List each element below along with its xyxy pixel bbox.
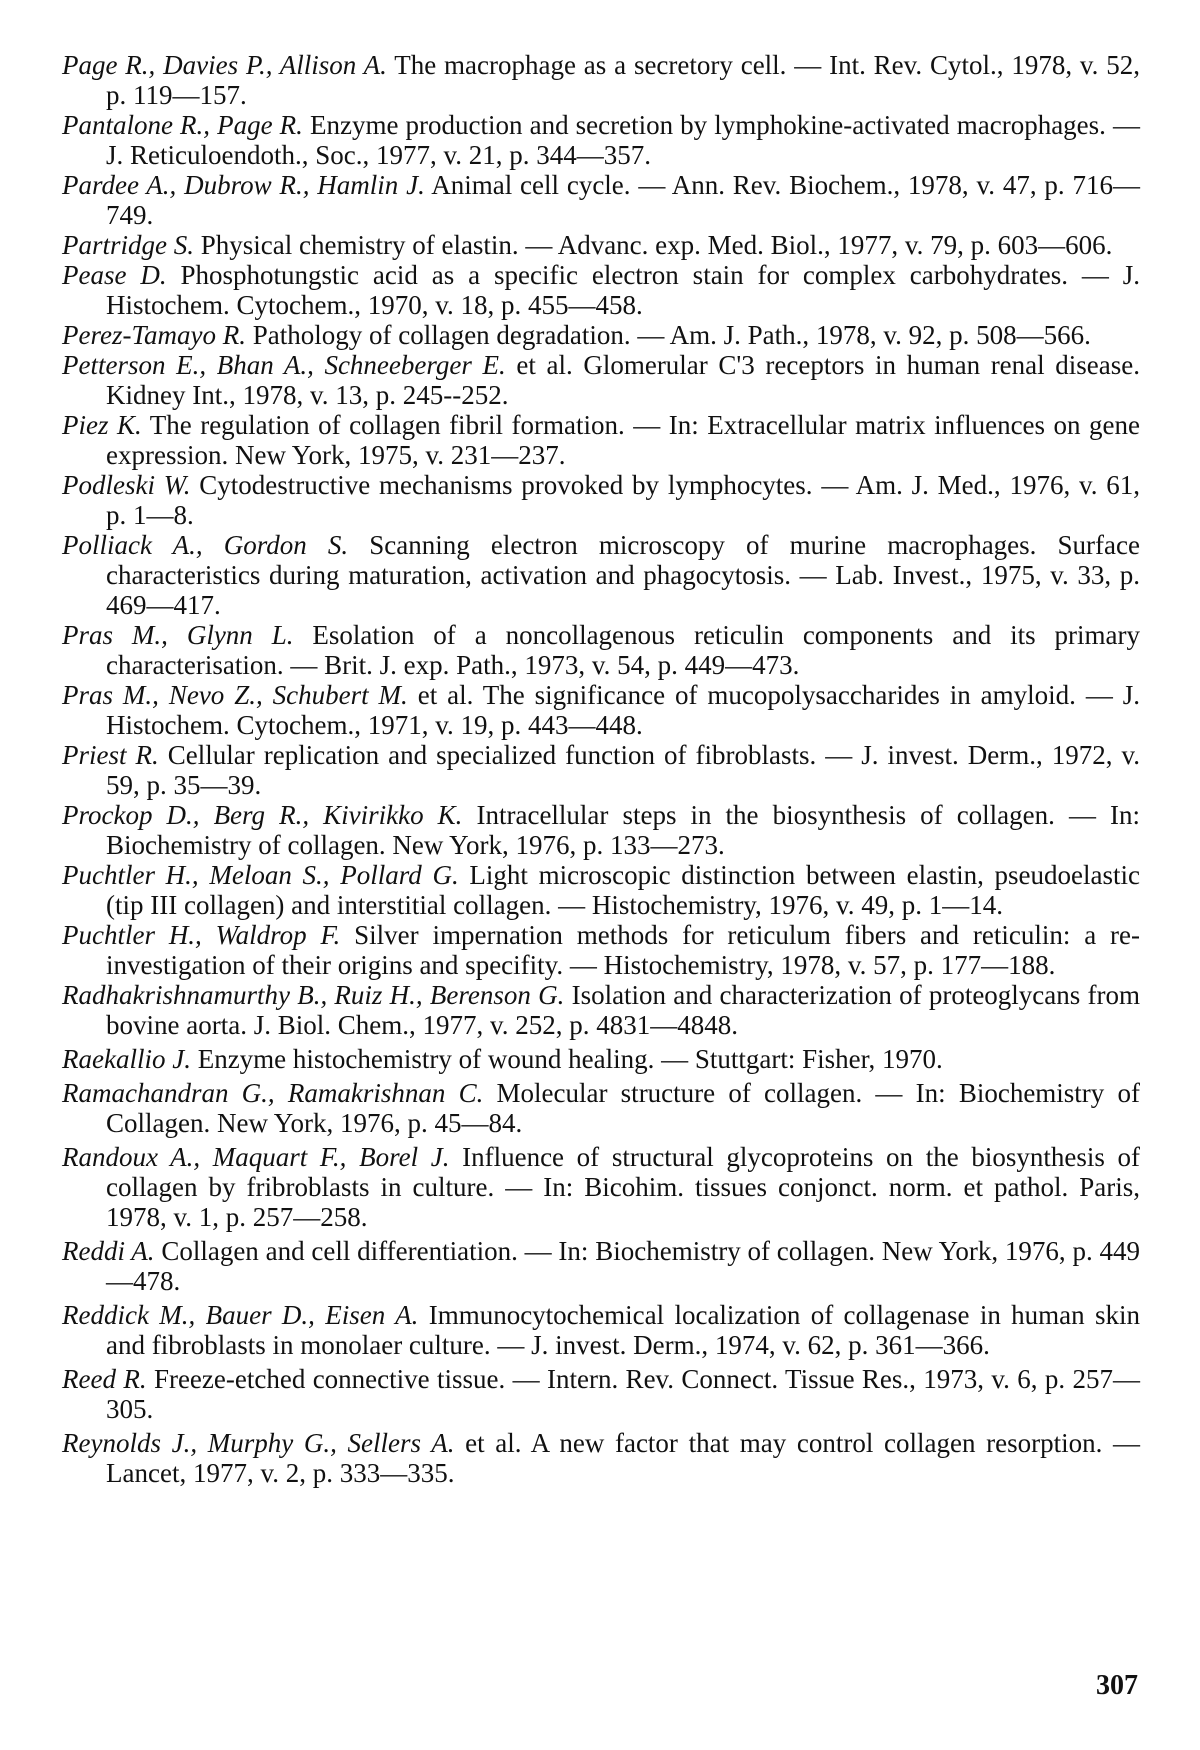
- reference-authors: Randoux A., Maquart F., Borel J.: [62, 1142, 450, 1172]
- reference-details: Physical chemistry of elastin. — Advanc. exp. Med. Biol., 1977, v. 79, p. 603—606.: [194, 230, 1113, 260]
- reference-entry: [62, 470, 1140, 530]
- reference-details: Scanning electron microscopy of murine macrophages. Surface characteristics during maturation, activation and phagocytosis. — Lab. Invest., 1975, v. 33, p. 469—417.: [106, 530, 1140, 620]
- reference-authors: Pease D.: [62, 260, 167, 290]
- page-number: 307: [1096, 1670, 1138, 1701]
- reference-authors: Radhakrishnamurthy B., Ruiz H., Berenson G.: [62, 980, 565, 1010]
- reference-entry: [62, 410, 1140, 470]
- reference-entry: [62, 800, 1140, 860]
- reference-details: Enzyme production and secretion by lymphokine-activated macrophages. — J. Reticuloendoth., Soc., 1977, v. 21, p. 344—357.: [106, 110, 1140, 170]
- reference-authors: Puchtler H., Meloan S., Pollard G.: [62, 860, 459, 890]
- reference-authors: Prockop D., Berg R., Kivirikko K.: [62, 800, 463, 830]
- reference-entry: [62, 1300, 1140, 1360]
- reference-entry: [62, 920, 1140, 980]
- reference-authors: Polliack A., Gordon S.: [62, 530, 349, 560]
- reference-details: Influence of structural glycoproteins on the biosynthesis of collagen by fribroblasts in culture. — In: Bicohim. tissues conjonct. norm. et pathol. Paris, 1978, v. 1, p. 257—258.: [106, 1142, 1140, 1232]
- reference-authors: Reddi A.: [62, 1236, 155, 1266]
- reference-authors: Pantalone R., Page R.: [62, 110, 303, 140]
- reference-entry: [62, 230, 1140, 260]
- reference-entry: [62, 1428, 1140, 1488]
- reference-details: et al. Glomerular C'3 receptors in human renal disease. Kidney Int., 1978, v. 13, p. 245--252.: [106, 350, 1140, 410]
- reference-details: Light microscopic distinction between elastin, pseudoelastic (tip III collagen) and interstitial collagen. — Histochemistry, 1976, v. 49, p. 1—14.: [106, 860, 1140, 920]
- reference-entry: [62, 530, 1140, 620]
- bibliography-page: [62, 50, 1140, 1488]
- reference-entry: [62, 1044, 1140, 1074]
- reference-authors: Reed R.: [62, 1364, 147, 1394]
- reference-details: Silver impernation methods for reticulum fibers and reticulin: a re-investigation of their origins and specifity. — Histochemistry, 1978, v. 57, p. 177—188.: [106, 920, 1140, 980]
- reference-authors: Pras M., Nevo Z., Schubert M.: [62, 680, 408, 710]
- reference-entry: [62, 50, 1140, 110]
- reference-entry: [62, 980, 1140, 1040]
- reference-details: Intracellular steps in the biosynthesis of collagen. — In: Biochemistry of collagen. New York, 1976, p. 133—273.: [106, 800, 1141, 860]
- reference-entry: [62, 1078, 1140, 1138]
- reference-details: Immunocytochemical localization of collagenase in human skin and fibroblasts in monolaer culture. — J. invest. Derm., 1974, v. 62, p. 361—366.: [106, 1300, 1140, 1360]
- reference-authors: Raekallio J.: [62, 1044, 191, 1074]
- reference-entry: [62, 1364, 1140, 1424]
- reference-entry: [62, 860, 1140, 920]
- reference-authors: Piez K.: [62, 410, 142, 440]
- reference-authors: Pardee A., Dubrow R., Hamlin J.: [62, 170, 425, 200]
- reference-entry: [62, 740, 1140, 800]
- reference-list: [62, 50, 1140, 1488]
- reference-details: Cytodestructive mechanisms provoked by lymphocytes. — Am. J. Med., 1976, v. 61, p. 1—8.: [106, 470, 1140, 530]
- reference-authors: Reynolds J., Murphy G., Sellers A.: [62, 1428, 455, 1458]
- reference-details: Enzyme histochemistry of wound healing. — Stuttgart: Fisher, 1970.: [190, 1044, 943, 1074]
- reference-authors: Ramachandran G., Ramakrishnan C.: [62, 1078, 484, 1108]
- reference-entry: [62, 320, 1140, 350]
- reference-entry: [62, 680, 1140, 740]
- reference-entry: [62, 170, 1140, 230]
- reference-authors: Perez-Tamayo R.: [62, 320, 246, 350]
- reference-details: Esolation of a noncollagenous reticulin components and its primary characterisation. — Brit. J. exp. Path., 1973, v. 54, p. 449—473.: [106, 620, 1140, 680]
- reference-details: Isolation and characterization of proteoglycans from bovine aorta. J. Biol. Chem., 1977, v. 252, p. 4831—4848.: [106, 980, 1140, 1040]
- reference-entry: [62, 350, 1140, 410]
- reference-authors: Page R., Davies P., Allison A.: [62, 50, 387, 80]
- reference-details: et al. The significance of mucopolysaccharides in amyloid. — J. Histochem. Cytochem., 1971, v. 19, p. 443—448.: [106, 680, 1140, 740]
- reference-authors: Priest R.: [62, 740, 159, 770]
- reference-entry: [62, 1142, 1140, 1232]
- reference-details: Phosphotungstic acid as a specific electron stain for complex carbohydrates. — J. Histochem. Cytochem., 1970, v. 18, p. 455—458.: [106, 260, 1140, 320]
- reference-authors: Podleski W.: [62, 470, 191, 500]
- reference-entry: [62, 620, 1140, 680]
- reference-authors: Reddick M., Bauer D., Eisen A.: [62, 1300, 419, 1330]
- reference-details: et al. A new factor that may control collagen resorption. — Lancet, 1977, v. 2, p. 333—335.: [106, 1428, 1140, 1488]
- reference-details: Collagen and cell differentiation. — In: Biochemistry of collagen. New York, 1976, p. 449—478.: [106, 1236, 1140, 1296]
- reference-details: The macrophage as a secretory cell. — Int. Rev. Cytol., 1978, v. 52, p. 119—157.: [106, 50, 1140, 110]
- reference-details: Freeze-etched connective tissue. — Intern. Rev. Connect. Tissue Res., 1973, v. 6, p. 257—305.: [106, 1364, 1140, 1424]
- reference-authors: Petterson E., Bhan A., Schneeberger E.: [62, 350, 506, 380]
- reference-details: The regulation of collagen fibril formation. — In: Extracellular matrix influences on gene expression. New York, 1975, v. 231—237.: [106, 410, 1140, 470]
- reference-entry: [62, 260, 1140, 320]
- reference-details: Pathology of collagen degradation. — Am. J. Path., 1978, v. 92, p. 508—566.: [245, 320, 1091, 350]
- reference-details: Molecular structure of collagen. — In: Biochemistry of Collagen. New York, 1976, p. 45—84.: [106, 1078, 1140, 1138]
- reference-authors: Partridge S.: [62, 230, 194, 260]
- reference-entry: [62, 1236, 1140, 1296]
- reference-authors: Pras M., Glynn L.: [62, 620, 294, 650]
- reference-authors: Puchtler H., Waldrop F.: [62, 920, 341, 950]
- reference-details: Cellular replication and specialized function of fibroblasts. — J. invest. Derm., 1972, v. 59, p. 35—39.: [106, 740, 1140, 800]
- reference-entry: [62, 110, 1140, 170]
- reference-details: Animal cell cycle. — Ann. Rev. Biochem., 1978, v. 47, p. 716—749.: [106, 170, 1140, 230]
